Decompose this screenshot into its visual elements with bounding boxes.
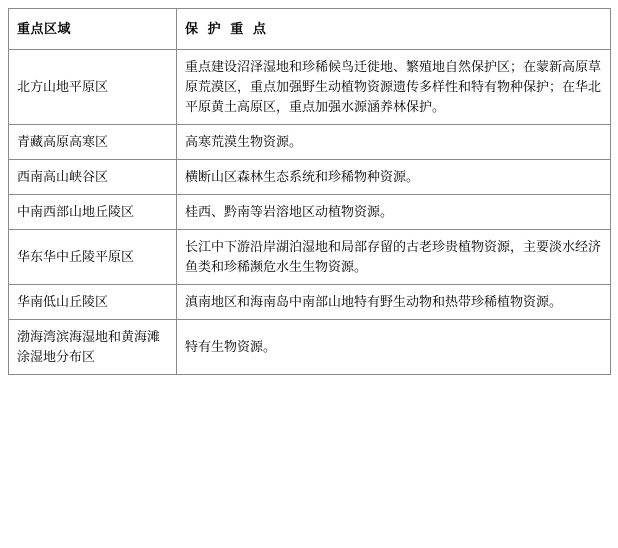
table-header-row (9, 9, 611, 50)
protection-focus-table (8, 8, 611, 375)
column-header-region: 重点区域 (9, 9, 177, 50)
cell-region: 渤海湾滨海湿地和黄海滩涂湿地分布区 (9, 320, 177, 375)
table-header (9, 9, 611, 50)
cell-focus: 滇南地区和海南岛中南部山地特有野生动物和热带珍稀植物资源。 (177, 285, 611, 320)
table-row (9, 320, 611, 375)
cell-region: 华南低山丘陵区 (9, 285, 177, 320)
table-row (9, 285, 611, 320)
cell-focus: 特有生物资源。 (177, 320, 611, 375)
document-page (0, 8, 618, 548)
cell-focus: 桂西、黔南等岩溶地区动植物资源。 (177, 195, 611, 230)
cell-region: 北方山地平原区 (9, 50, 177, 125)
table-row (9, 125, 611, 160)
cell-region: 华东华中丘陵平原区 (9, 230, 177, 285)
cell-region: 中南西部山地丘陵区 (9, 195, 177, 230)
cell-focus: 重点建设沼泽湿地和珍稀候鸟迁徙地、繁殖地自然保护区；在蒙新高原草原荒漠区，重点加强野生动植物资源遗传多样性和特有物种保护；在华北平原黄土高原区，重点加强水源涵养林保护。 (177, 50, 611, 125)
table-body (9, 50, 611, 375)
table-row (9, 195, 611, 230)
cell-region: 青藏高原高寒区 (9, 125, 177, 160)
column-header-focus: 保 护 重 点 (177, 9, 611, 50)
cell-region: 西南高山峡谷区 (9, 160, 177, 195)
cell-focus: 高寒荒漠生物资源。 (177, 125, 611, 160)
cell-focus: 横断山区森林生态系统和珍稀物种资源。 (177, 160, 611, 195)
table-row (9, 230, 611, 285)
table-row (9, 50, 611, 125)
table-row (9, 160, 611, 195)
cell-focus: 长江中下游沿岸湖泊湿地和局部存留的古老珍贵植物资源，主要淡水经济鱼类和珍稀濒危水生生物资源。 (177, 230, 611, 285)
